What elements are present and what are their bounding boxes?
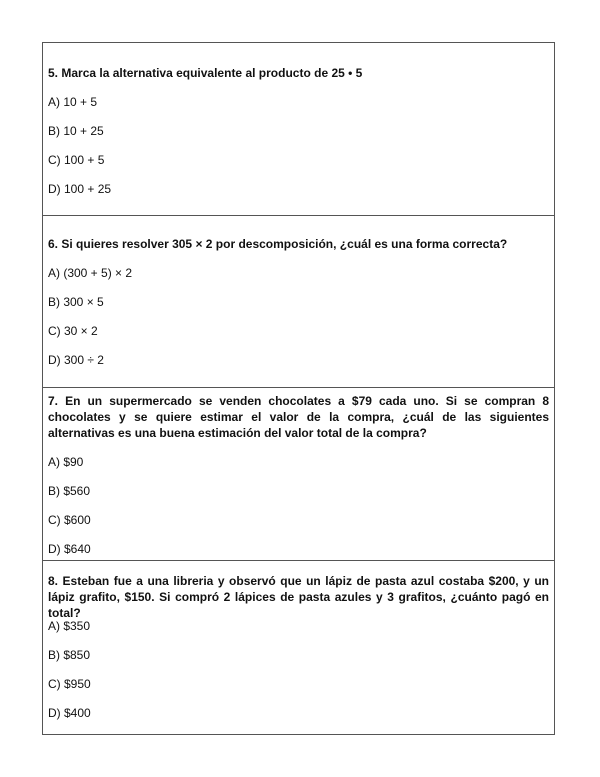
question-6-text <box>48 236 549 252</box>
question-prompt: Marca la alternativa equivalente al producto de 25 • 5 <box>61 66 363 80</box>
option-b: B) $850 <box>48 648 91 662</box>
option-c: C) 100 + 5 <box>48 153 105 167</box>
option-a: A) (300 + 5) × 2 <box>48 266 133 280</box>
question-prompt: Si quieres resolver 305 × 2 por descomposición, ¿cuál es una forma correcta? <box>61 237 508 251</box>
question-number: 6. <box>48 237 59 251</box>
question-8-text <box>48 573 549 621</box>
question-prompt: En un supermercado se venden chocolates a $79 cada uno. Si se compran 8 chocolates y se quiere estimar el valor de la compra, ¿cuál de las siguientes alternativas es una buena estimación del valor total de la compra? <box>48 394 549 440</box>
option-c: C) $950 <box>48 677 91 691</box>
option-d: D) $400 <box>48 706 91 720</box>
question-7-box <box>42 387 555 561</box>
option-d: D) 100 + 25 <box>48 182 112 196</box>
question-number: 7. <box>48 394 59 408</box>
option-b: B) $560 <box>48 484 91 498</box>
option-a: A) $350 <box>48 619 91 633</box>
question-number: 8. <box>48 574 59 588</box>
question-number: 5. <box>48 66 59 80</box>
option-c: C) $600 <box>48 513 91 527</box>
question-5-text <box>48 65 549 81</box>
option-d: D) $640 <box>48 542 91 556</box>
option-c: C) 30 × 2 <box>48 324 98 338</box>
option-b: B) 10 + 25 <box>48 124 104 138</box>
question-8-box <box>42 560 555 735</box>
question-prompt: Esteban fue a una libreria y observó que un lápiz de pasta azul costaba $200, y un lápiz grafito, $150. Si compró 2 lápices de pasta azules y 3 grafitos, ¿cuánto pagó en total? <box>48 574 549 620</box>
question-5-box <box>42 42 555 216</box>
question-6-box <box>42 215 555 388</box>
option-d: D) 300 ÷ 2 <box>48 353 104 367</box>
option-a: A) $90 <box>48 455 84 469</box>
option-b: B) 300 × 5 <box>48 295 104 309</box>
question-7-text <box>48 393 549 441</box>
option-a: A) 10 + 5 <box>48 95 98 109</box>
